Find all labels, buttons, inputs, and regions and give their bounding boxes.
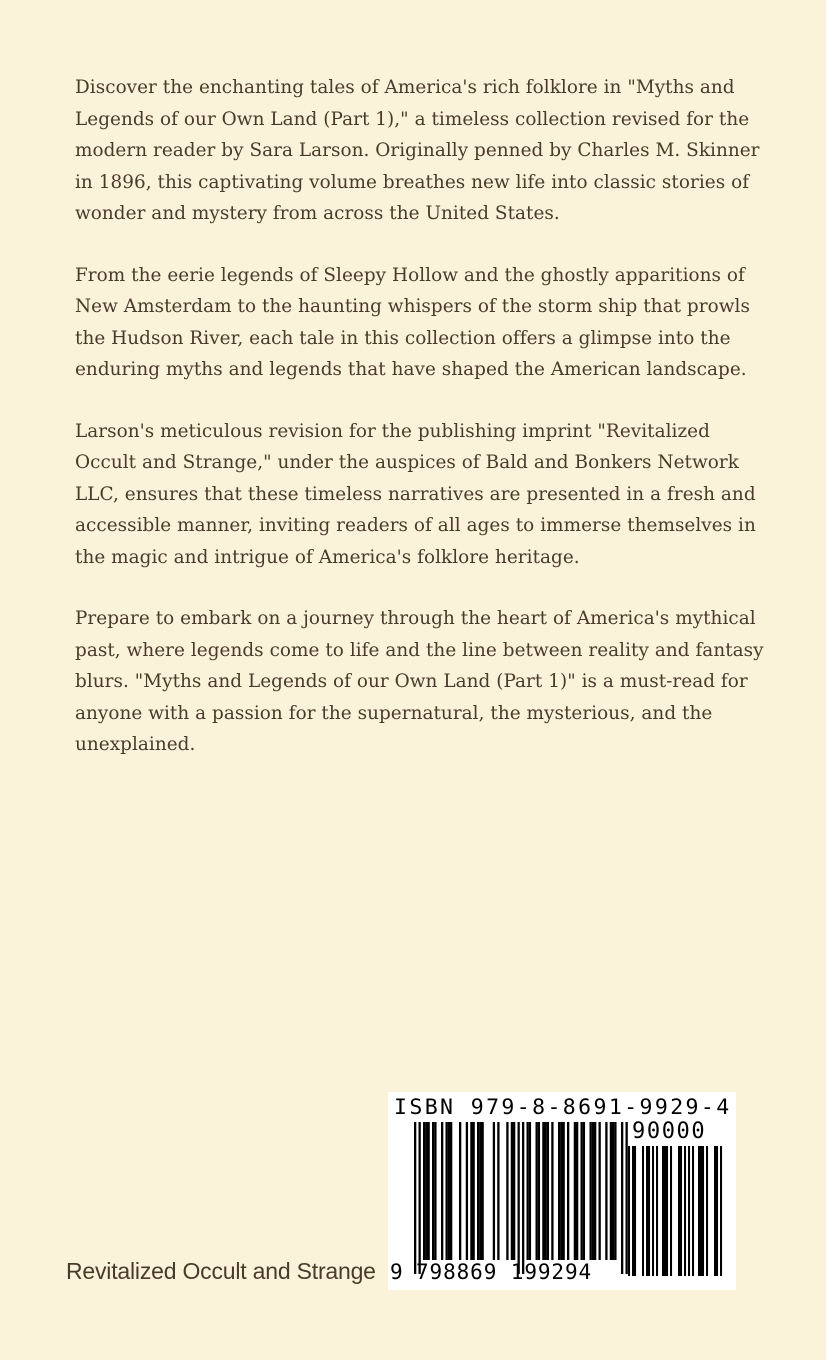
barcode-bar-35 — [563, 1122, 565, 1260]
barcode-bar-41 — [590, 1122, 592, 1260]
addon-bar-70 — [702, 1146, 704, 1276]
blurb-paragraph-4: Prepare to embark on a journey through the heart of America's mythical past, where legends come to life and the line between reality and fantasy blurs. "Myths and Legends of our Own Land (Part 1)" is a must-read for anyone with a passion for the supernatural, the mysterious, and the unexplained. — [75, 608, 764, 755]
barcode-bar-22 — [513, 1122, 515, 1260]
barcode-bar-29 — [542, 1122, 544, 1260]
barcode-bar-31 — [547, 1122, 549, 1260]
blurb-paragraph-1: Discover the enchanting tales of America's rich folklore in "Myths and Legends of our Own Land (Part 1)," a timeless collection revised for the modern reader by Sara Larson. Originally penned by Charles M. Skinner in 1896, this captivating volume breathes new life into classic stories of wonder and mystery from across the United States. — [75, 77, 760, 224]
barcode-digits: 798869 199294 — [416, 1260, 593, 1284]
addon-bar-52 — [632, 1146, 634, 1276]
addon-bar-74 — [720, 1146, 722, 1276]
barcode-bar-24 — [522, 1122, 524, 1274]
addon-bar-51 — [628, 1146, 630, 1276]
barcode-bar-4 — [428, 1122, 430, 1260]
blurb-paragraph-3: Larson's meticulous revision for the publishing imprint "Revitalized Occult and Strange," under the auspices of Bald and Bonkers Network LLC, ensures that these timeless narratives are presented in a fresh and accessible manner, inviting readers of all ages to immerse themselves in the magic and intrigue of America's folklore heritage. — [75, 420, 756, 568]
isbn-barcode — [388, 1092, 736, 1290]
barcode-bar-0 — [414, 1122, 416, 1274]
addon-bar-73 — [716, 1146, 718, 1276]
addon-bar-55 — [646, 1146, 648, 1276]
barcode-bar-5 — [432, 1122, 434, 1260]
isbn-label: ISBN 979-8-8691-9929-4 — [394, 1095, 732, 1120]
barcode-bar-34 — [560, 1122, 562, 1260]
addon-bar-60 — [664, 1146, 666, 1276]
addon-bar-54 — [642, 1146, 644, 1276]
barcode-bar-30 — [545, 1122, 547, 1260]
addon-bar-66 — [688, 1146, 690, 1276]
barcode-bar-20 — [506, 1122, 508, 1260]
barcode-bar-37 — [574, 1122, 576, 1260]
barcode-bar-39 — [581, 1122, 583, 1260]
barcode-bar-2 — [423, 1122, 425, 1260]
barcode-bar-43 — [594, 1122, 596, 1260]
addon-bar-61 — [666, 1146, 668, 1276]
barcode-bar-23 — [518, 1122, 520, 1274]
barcode-bar-27 — [536, 1122, 538, 1260]
barcode-bar-33 — [558, 1122, 560, 1260]
addon-bar-71 — [706, 1146, 708, 1276]
barcode-bar-11 — [459, 1122, 461, 1260]
addon-bar-72 — [714, 1146, 716, 1276]
addon-bar-57 — [652, 1146, 654, 1276]
addon-bar-56 — [648, 1146, 650, 1276]
barcode-bar-8 — [446, 1122, 448, 1260]
barcode-bar-32 — [551, 1122, 553, 1260]
barcode-bar-9 — [448, 1122, 450, 1260]
barcode-bar-45 — [605, 1122, 607, 1260]
addon-bar-62 — [670, 1146, 672, 1276]
addon-bar-63 — [678, 1146, 680, 1276]
barcode-bar-48 — [614, 1122, 616, 1260]
addon-bar-58 — [656, 1146, 658, 1276]
addon-bar-53 — [634, 1146, 636, 1276]
addon-bar-67 — [692, 1146, 694, 1276]
barcode-bar-6 — [434, 1122, 436, 1260]
barcode-bar-44 — [599, 1122, 601, 1260]
barcode-bar-49 — [621, 1122, 623, 1274]
barcode-bar-12 — [466, 1122, 468, 1260]
barcode-bar-50 — [626, 1122, 628, 1274]
barcode-first-digit: 9 — [390, 1260, 403, 1284]
addon-bar-64 — [680, 1146, 682, 1276]
barcode-bar-7 — [441, 1122, 443, 1260]
barcode-bar-19 — [497, 1122, 499, 1260]
barcode-bar-47 — [612, 1122, 614, 1260]
barcode-bar-3 — [425, 1122, 427, 1260]
barcode-bar-46 — [610, 1122, 612, 1260]
barcode-bar-10 — [450, 1122, 452, 1260]
addon-bar-68 — [698, 1146, 700, 1276]
barcode-bar-17 — [482, 1122, 484, 1260]
addon-bar-65 — [684, 1146, 686, 1276]
barcode-bar-1 — [419, 1122, 421, 1274]
addon-bar-59 — [662, 1146, 664, 1276]
barcode-bar-21 — [511, 1122, 513, 1260]
barcode-bar-38 — [576, 1122, 578, 1260]
barcode-bar-28 — [538, 1122, 540, 1260]
barcode-bar-14 — [473, 1122, 475, 1260]
blurb — [75, 72, 765, 791]
barcode-bar-15 — [477, 1122, 479, 1260]
barcode-bar-16 — [479, 1122, 481, 1260]
imprint-name: Revitalized Occult and Strange — [66, 1258, 376, 1284]
barcode-bar-25 — [527, 1122, 529, 1260]
barcode-bar-36 — [567, 1122, 569, 1260]
price-code: 90000 — [632, 1119, 707, 1144]
addon-bar-69 — [700, 1146, 702, 1276]
blurb-paragraph-2: From the eerie legends of Sleepy Hollow and the ghostly apparitions of New Amsterdam to the haunting whispers of the storm ship that prowls the Hudson River, each tale in this collection offers a glimpse into the enduring myths and legends that have shaped the American landscape. — [75, 264, 750, 380]
barcode-bar-13 — [470, 1122, 472, 1260]
barcode-bar-40 — [583, 1122, 585, 1260]
barcode-bar-18 — [493, 1122, 495, 1260]
barcode-bar-42 — [592, 1122, 594, 1260]
barcode-bar-26 — [529, 1122, 531, 1260]
